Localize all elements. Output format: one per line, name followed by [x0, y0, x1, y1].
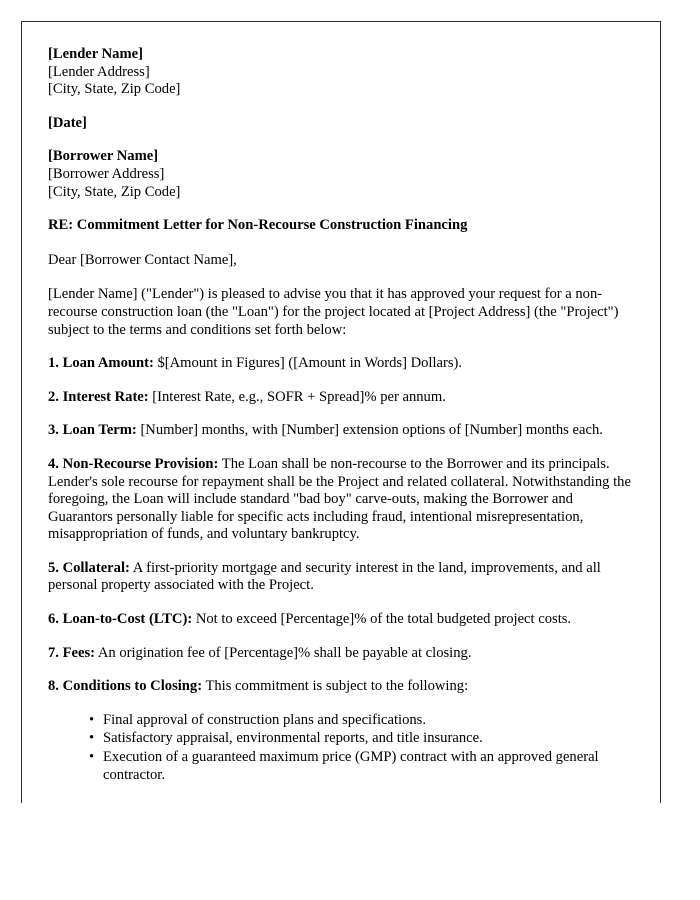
clause-heading: 4. Non-Recourse Provision: — [48, 455, 219, 472]
clause-text: A first-priority mortgage and security interest in the land, improvements, and all personal property associated with the Project. — [48, 559, 601, 594]
borrower-address-block — [48, 148, 634, 201]
borrower-address: [Borrower Address] — [48, 165, 165, 182]
lender-city-state-zip: [City, State, Zip Code] — [48, 81, 181, 98]
clause-loan-to-cost — [48, 611, 634, 629]
clause-loan-amount — [48, 355, 634, 373]
lender-name: [Lender Name] — [48, 46, 143, 62]
list-item: • Satisfactory appraisal, environmental reports, and title insurance. — [89, 730, 634, 748]
clause-heading: 3. Loan Term: — [48, 422, 137, 439]
clause-text: [Interest Rate, e.g., SOFR + Spread]% per annum. — [148, 388, 446, 405]
document-page — [21, 21, 661, 803]
subject-line: RE: Commitment Letter for Non-Recourse Construction Financing — [48, 217, 468, 234]
clause-collateral — [48, 560, 634, 595]
clause-text: An origination fee of [Percentage]% shall be payable at closing. — [95, 644, 472, 661]
conditions-list — [48, 712, 634, 784]
letter-date: [Date] — [48, 114, 87, 131]
date-block — [48, 115, 634, 133]
document-body — [22, 22, 660, 784]
clause-heading: 2. Interest Rate: — [48, 388, 149, 405]
borrower-name: [Borrower Name] — [48, 148, 159, 165]
clause-fees — [48, 645, 634, 663]
clause-text: This commitment is subject to the following: — [202, 678, 469, 695]
clause-heading: 8. Conditions to Closing: — [48, 678, 203, 695]
list-item: • Final approval of construction plans and specifications. — [89, 712, 634, 730]
lender-address-block — [48, 46, 634, 99]
introduction-paragraph: [Lender Name] ("Lender") is pleased to advise you that it has approved your request for a non-recourse construction loan (the "Loan") for the project located at [Project Address] (the "Project") subject to the terms and conditions set forth below: — [48, 286, 619, 338]
salutation: Dear [Borrower Contact Name], — [48, 251, 237, 268]
clause-heading: 5. Collateral: — [48, 559, 130, 576]
borrower-city-state-zip: [City, State, Zip Code] — [48, 183, 181, 200]
clause-non-recourse-provision — [48, 456, 634, 544]
clause-interest-rate — [48, 389, 634, 407]
list-item: • Execution of a guaranteed maximum price (GMP) contract with an approved general contractor. — [89, 749, 634, 784]
clause-conditions-to-closing — [48, 678, 634, 696]
clause-text: The Loan shall be non-recourse to the Borrower and its principals. Lender's sole recourse for repayment shall be the Project and related collateral. Notwithstanding the foregoing, the Loan will include standard "bad boy" carve-outs, making the Borrower and Guarantors personally liable for specific acts including fraud, intentional misrepresentation, misappropriation of funds, and voluntary bankruptcy. — [48, 455, 631, 543]
clause-heading: 6. Loan-to-Cost (LTC): — [48, 611, 193, 628]
clause-text: Not to exceed [Percentage]% of the total budgeted project costs. — [192, 611, 572, 628]
clause-heading: 7. Fees: — [48, 644, 96, 661]
clause-text: [Number] months, with [Number] extension options of [Number] months each. — [136, 422, 603, 439]
clause-heading: 1. Loan Amount: — [48, 355, 154, 372]
lender-address: [Lender Address] — [48, 63, 150, 80]
clause-loan-term — [48, 422, 634, 440]
clause-text: $[Amount in Figures] ([Amount in Words] Dollars). — [153, 355, 463, 372]
